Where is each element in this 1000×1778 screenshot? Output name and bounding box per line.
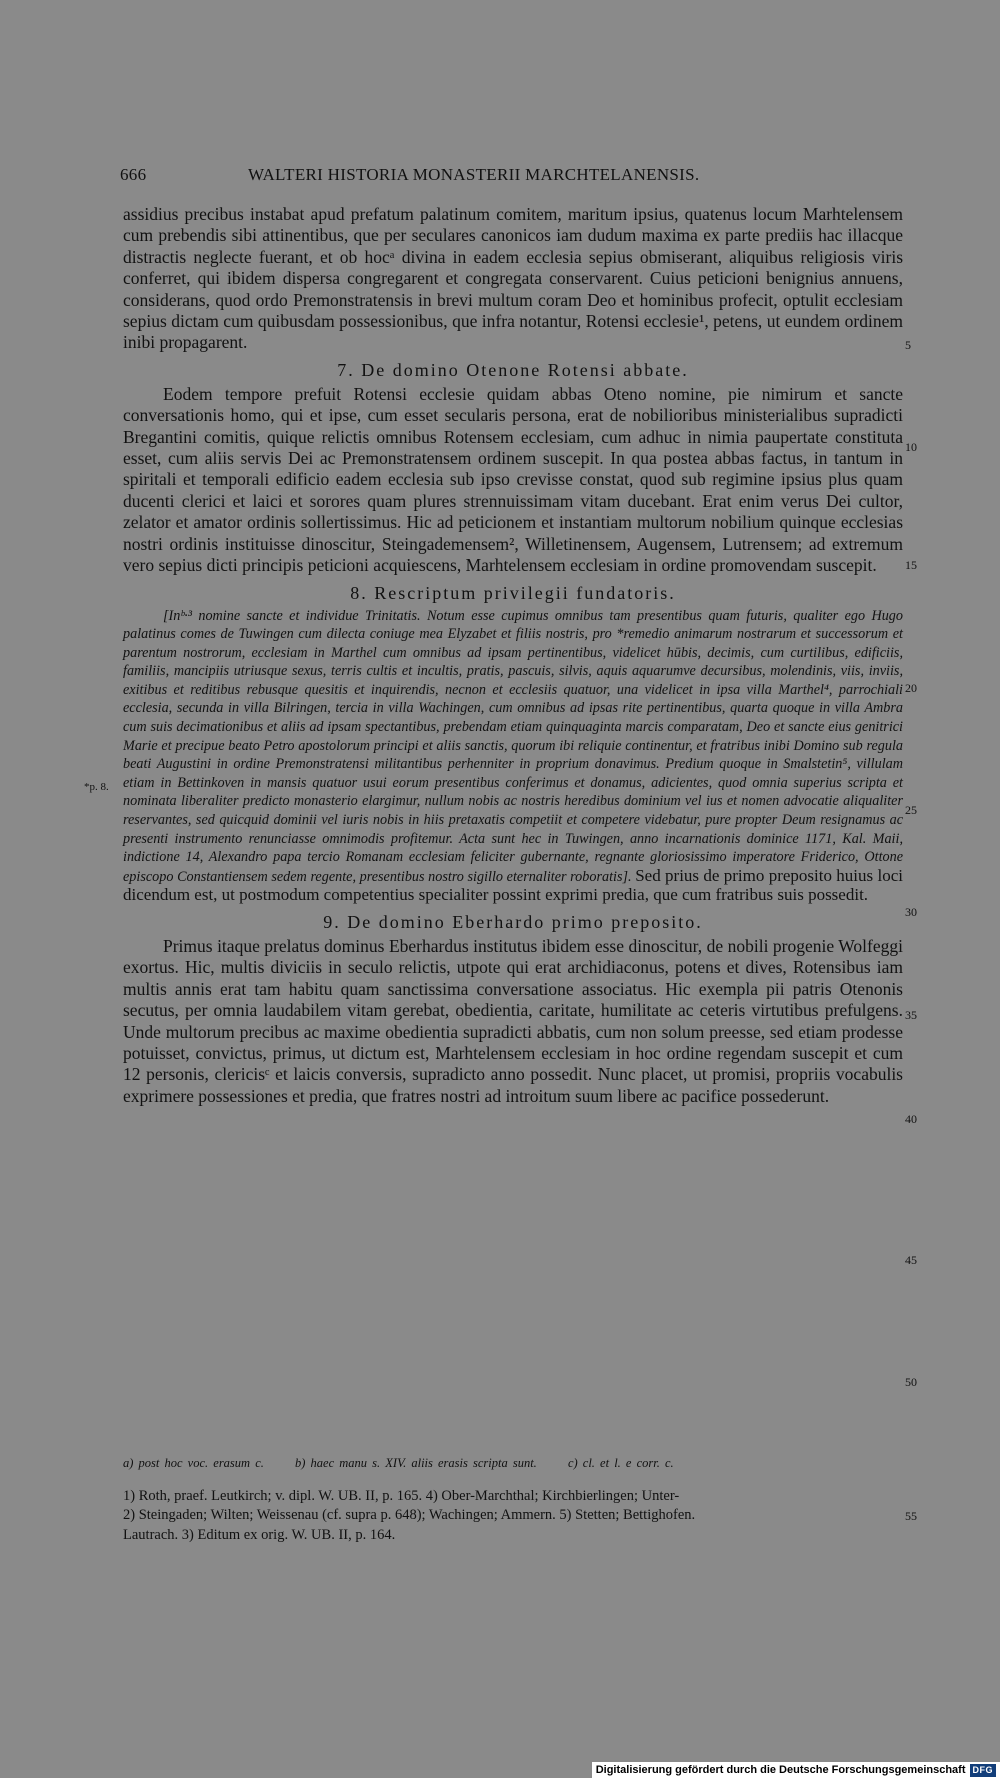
textual-notes <box>123 1456 903 1471</box>
main-text <box>123 204 903 1107</box>
line-number: 40 <box>905 1112 917 1126</box>
textual-note: b) haec manu s. XIV. aliis erasis scripta sunt. <box>295 1456 537 1470</box>
line-number: 20 <box>905 681 917 695</box>
dfg-logo-icon: DFG <box>970 1764 997 1777</box>
section-8-heading: 8. Rescriptum privilegii fundatoris. <box>350 582 676 603</box>
textual-note: c) cl. et l. e corr. c. <box>567 1456 674 1470</box>
line-number: 55 <box>905 1509 917 1523</box>
line-number: 10 <box>905 440 917 454</box>
section-8-text: Sed prius de primo preposito huius loci dicendum est, ut postmodum competentius specialiter possint exprimi predia, que cum fratribus suis possedit. <box>123 865 903 905</box>
page-number: 666 <box>120 165 147 184</box>
line-number: 15 <box>905 558 917 572</box>
section-7-heading: 7. De domino Otenone Rotensi abbate. <box>337 359 689 380</box>
footnote-line: 2) Steingaden; Wilten; Weissenau (cf. supra p. 648); Wachingen; Ammern. 5) Stetten; Bettighofen. <box>123 1507 696 1524</box>
section-9-heading: 9. De domino Eberhardo primo preposito. <box>323 912 703 932</box>
margin-note: *p. 8. <box>84 781 109 793</box>
line-number: 35 <box>905 1008 917 1022</box>
running-title: WALTERI HISTORIA MONASTERII MARCHTELANENSIS. <box>248 165 700 184</box>
line-number: 45 <box>905 1253 917 1267</box>
charter-text <box>123 607 903 907</box>
charter-latin: [Inᵇ·³ nomine sancte et individue Trinitatis. Notum esse cupimus omnibus tam presentibus quam futuris, qualiter ego Hugo palatinus comes de Tuwingen cum dilecta coniuge mea Elyzabet et filiis nostris, pro *remedio animarum nostrarum et successorum et parentum nostrorum, ecclesiam in Marthel cum omnibus ad ipsam pertinentibus, videlicet hūbis, decimis, cum curtilibus, edificiis, familiis, mancipiis utriusque sexus, terris cultis et incultis, pratis, pascuis, silvis, aquis aquarumve decursibus, molendinis, viis, inviis, exitibus et reditibus rebusque quesitis et inquirendis, necnon et ecclesiis quatuor, una videlicet in ipsa villa Marthel⁴, parrochiali ecclesia, secunda in villa Bilringen, tercia in villa Wachingen, cum omnibus ad ipsas rite pertinentibus, quarta quoque in villa Ambra cum suis decimationibus et aliis ad ipsam spectantibus, prebendam etiam quinquaginta marcis comparatam, Deo et sancte eius genitrici Marie et precipue beato Petro apostolorum principi et aliis sanctis, quorum ibi reliquie continentur, et fratribus inibi Domino sub regula beati Augustini in ordine Premonstratensi militantibus perhenniter in proprium donavimus. Predium quoque in Smalstetin⁵, villulam etiam in Bettinkoven in mansis quatuor usui eorum presentibus conferimus et donamus, adicientes, quod omnia superius scripta et nominata liberaliter predicto monasterio elargimur, nullum nobis ac nostris heredibus dominium vel ius et nomen advocatie aliqualiter reservantes, sed quicquid dominii vel iuris nobis in hiis pretaxatis competiit et competere videbatur, pure propter Deum resignamus ac presenti instrumento renunciasse omnimodis profitemur. Acta sunt hec in Tuwingen, anno incarnationis dominice 1171, Kal. Maii, indictione 14, Alexandro papa tercio Romanam ecclesiam feliciter gubernante, regnante gloriosissimo imperatore Friderico, Ottone episcopo Constantiensem sedem regente, presentibus nostro sigillo eternaliter roboratis]. <box>123 607 903 885</box>
section-9-text: Primus itaque prelatus dominus Eberhardus institutus ibidem esse dinoscitur, de nobili progenie Wolfeggi exortus. Hic, multis diviciis in seculo relictis, utpote qui erat archidiaconus, potens et dives, Rotensibus iam multis annis erat tam habitu quam sanctissima conversatione associatus. Hic exempla pii patris Otenonis secutus, per omnia laudabilem vitam gerebat, obedientia, caritate, humilitate ac ceteris virtutibus prefulgens. Unde multorum precibus ac maxime obedientia supradicti abbatis, cum non solum preesse, sed etiam prodesse potuisset, convictus, primus, ut dictum est, Marhtelensem ecclesiam in hoc ordine regendam suscepit et cum 12 personis, clericisᶜ et laicis conversis, supradicto anno possedit. Nunc placet, ut promisi, propriis vocabulis exprimere possessiones et predia, que fratres nostri ad introitum suum libere ac pacifice possederunt. <box>123 936 903 1106</box>
footnotes <box>123 1487 913 1545</box>
line-number: 25 <box>905 803 917 817</box>
line-number: 5 <box>905 338 911 352</box>
textual-note: a) post hoc voc. erasum c. <box>123 1456 264 1470</box>
funding-credit: Digitalisierung gefördert durch die Deutsche Forschungsgemeinschaft <box>595 1764 966 1776</box>
line-number: 50 <box>905 1375 917 1389</box>
section-7-text: Eodem tempore prefuit Rotensi ecclesie quidam abbas Oteno nomine, pie nimirum et sancte conversationis homo, qui et ipse, cum esset secularis persona, erat de nobilioribus ministerialibus supradicti Bregantini comitis, quique relictis omnibus Rotensem ecclesiam, cum adhuc in nimia paupertate constituta esset, cum aliis servis Dei ac Premonstratensem ordinem suscepit. In qua postea abbas factus, in tantum in spiritali et temporali edificio eadem ecclesia sub ipso crevisse constat, quod sub regimine ipsius plus quam ducenti clerici et laici et sorores quam plures strennuissimam vitam ducebant. Erat enim verus Dei cultor, zelator et amator ordinis sollertissimus. Hic ad peticionem et instantiam multorum nobilium quinque ecclesias nostri ordinis instituisse dinoscitur, Steingademensem², Willetinensem, Augensem, Lutrensem; ad extremum vero sepius dicti principis peticioni acquiescens, Marhtelensem ecclesiam in ordine promovendam suscepit. <box>123 383 903 576</box>
footnote-line: Lautrach. 3) Editum ex orig. W. UB. II, p. 164. <box>123 1526 396 1543</box>
line-number: 30 <box>905 905 917 919</box>
footnote-line: 1) Roth, praef. Leutkirch; v. dipl. W. UB. II, p. 165. 4) Ober-Marchthal; Kirchbierlingen; Unter- <box>123 1488 680 1504</box>
funding-footer <box>592 1762 1000 1778</box>
paragraph-1: assidius precibus instabat apud prefatum palatinum comitem, maritum ipsius, quatenus locum Marhtelensem cum prebendis sibi attinentibus, que per seculares canonicos iam dudum maxima ex parte prediis hac illacque distractis neglecte fuerant, et ob hocᵃ divina in eadem ecclesia sepius obmiserant, aliquibus religiosis viris conferret, qui ibidem dispersa congregarent et congregata conservarent. Cuius peticioni benignius annuens, considerans, quod ordo Premonstratensis in brevi multum coram Deo et hominibus profecit, optulit ecclesiam sepius dictam cum quibusdam possessionibus, que infra notantur, Rotensi ecclesie¹, petens, ut eundem ordinem inibi propagarent. <box>123 204 903 353</box>
